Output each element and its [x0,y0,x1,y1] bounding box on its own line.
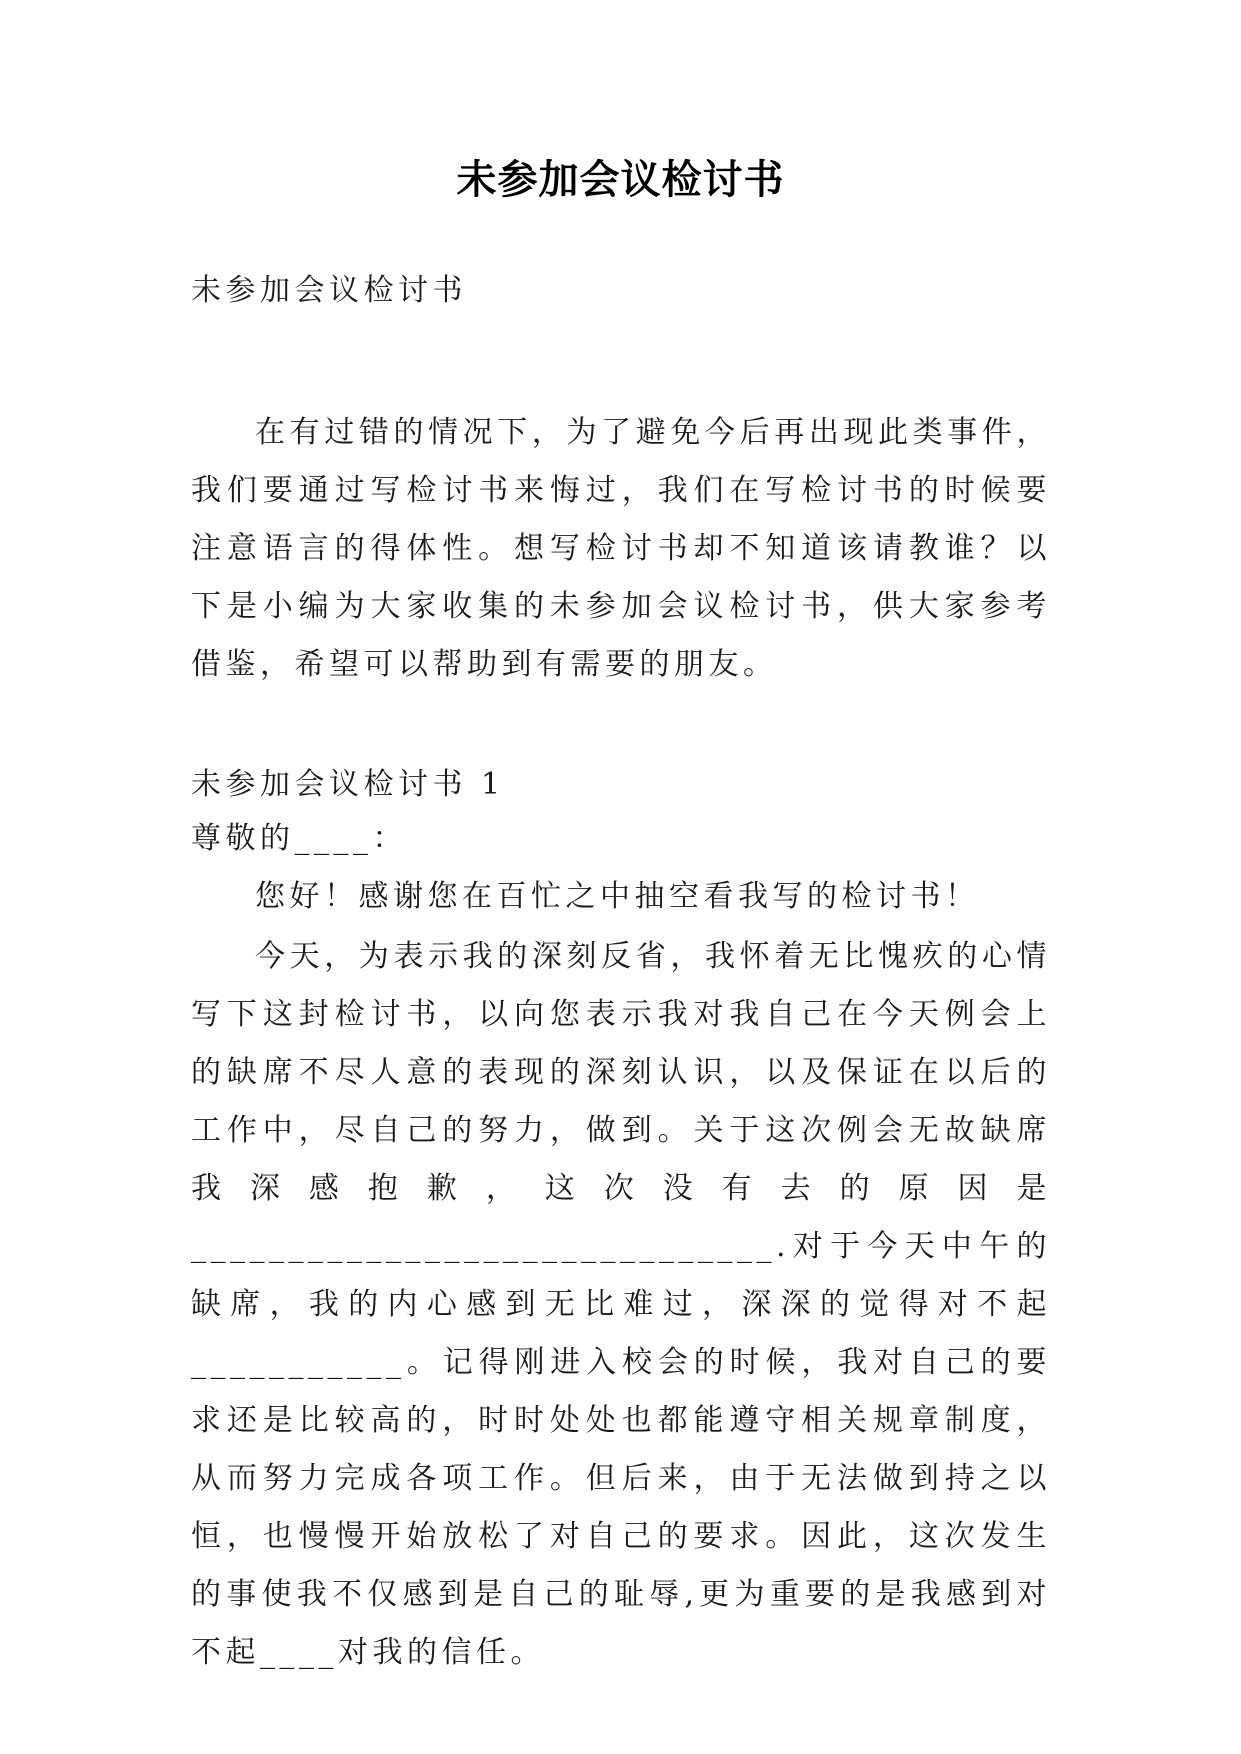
main-paragraph: 今天，为表示我的深刻反省，我怀着无比愧疚的心情写下这封检讨书，以向您表示我对我自己在今天例会上的缺席不尽人意的表现的深刻认识，以及保证在以后的工作中，尽自己的努力，做到。关于这次例会无故缺席我深感抱歉，这次没有去的原因是______________________________.对于今天中午的缺席，我的内心感到无比难过，深深的觉得对不起___________。记得刚进入校会的时候，我对自己的要求还是比较高的，时时处处也都能遵守相关规章制度，从而努力完成各项工作。但后来，由于无法做到持之以恒，也慢慢开始放松了对自己的要求。因此，这次发生的事使我不仅感到是自己的耻辱,更为重要的是我感到对不起____对我的信任。 [191,939,1051,1670]
greeting-paragraph: 您好！感谢您在百忙之中抽空看我写的检讨书！ [255,879,980,914]
document-title: 未参加会议检讨书 [456,157,785,203]
document-subheading: 未参加会议检讨书 [191,273,467,308]
intro-paragraph: 在有过错的情况下，为了避免今后再出现此类事件，我们要通过写检讨书来悔过，我们在写检讨书的时候要注意语言的得体性。想写检讨书却不知道该请教谁？以下是小编为大家收集的未参加会议检讨书，供大家参考借鉴，希望可以帮助到有需要的朋友。 [191,415,1051,682]
section-title: 未参加会议检讨书 1 [191,767,505,802]
salutation: 尊敬的____： [191,821,407,856]
